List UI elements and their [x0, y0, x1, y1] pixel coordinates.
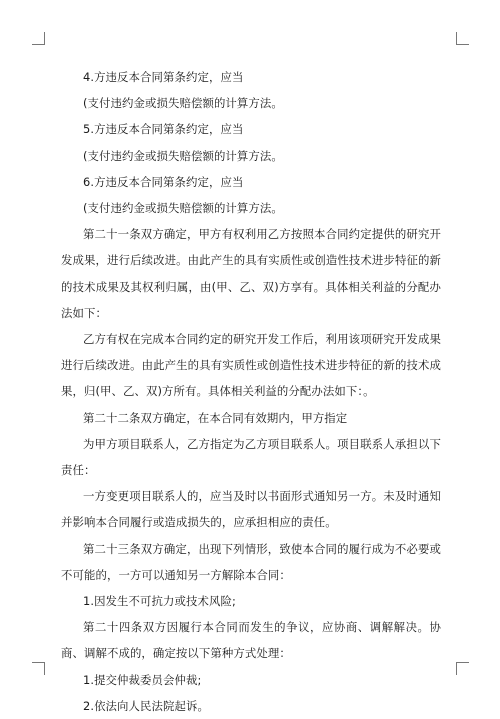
paragraph-clause-4-method: (支付违约金或损失赔偿额的计算方法。 — [83, 96, 283, 111]
paragraph-article-24-item-2: 2.依法向人民法院起诉。 — [83, 698, 209, 713]
paragraph-article-23-item-1: 1.因发生不可抗力或技术风险; — [83, 594, 236, 609]
paragraph-clause-5-method: (支付违约金或损失赔偿额的计算方法。 — [83, 148, 283, 163]
paragraph-article-24-item-1: 1.提交仲裁委员会仲裁; — [83, 672, 202, 687]
crop-mark-bottom-left — [32, 662, 45, 675]
paragraph-clause-6-method: (支付违约金或损失赔偿额的计算方法。 — [83, 201, 283, 216]
paragraph-article-22: 第二十二条双方确定，在本合同有效期内，甲方指定 — [83, 410, 348, 425]
paragraph-article-21-party-b: 乙方有权在完成本合同约定的研究开发工作后，利用该项研究开发成果进行后续改进。由此产生的具有实质性或创造性技术进步特征的新的技术成果，归(甲、乙、双)方所有。具体相关利益的分配办法如下：。 — [61, 332, 441, 399]
paragraph-article-22-contacts: 为甲方项目联系人，乙方指定为乙方项目联系人。项目联系人承担以下责任： — [61, 436, 441, 478]
paragraph-article-24: 第二十四条双方因履行本合同而发生的争议，应协商、调解解决。协商、调解不成的，确定按以下第种方式处理： — [61, 620, 441, 661]
paragraph-article-22-change: 一方变更项目联系人的，应当及时以书面形式通知另一方。未及时通知并影响本合同履行或造成损失的，应承担相应的责任。 — [61, 489, 441, 530]
paragraph-article-23: 第二十三条双方确定，出现下列情形，致使本合同的履行成为不必要或不可能的，一方可以通知另一方解除本合同： — [61, 541, 441, 582]
crop-mark-top-left — [32, 32, 45, 45]
paragraph-clause-5: 5.方违反本合同第条约定，应当 — [83, 122, 244, 137]
paragraph-clause-6: 6.方违反本合同第条约定，应当 — [83, 174, 244, 189]
crop-mark-top-right — [456, 32, 469, 45]
document-body — [61, 64, 441, 719]
crop-mark-bottom-right — [456, 662, 469, 675]
paragraph-clause-4: 4.方违反本合同第条约定，应当 — [83, 70, 244, 84]
paragraph-article-21: 第二十一条双方确定，甲方有权利用乙方按照本合同约定提供的研究开发成果，进行后续改进。由此产生的具有实质性或创造性技术进步特征的新的技术成果及其权利归属，由(甲、乙、双)方享有。具体相关利益的分配办法如下： — [61, 227, 441, 320]
